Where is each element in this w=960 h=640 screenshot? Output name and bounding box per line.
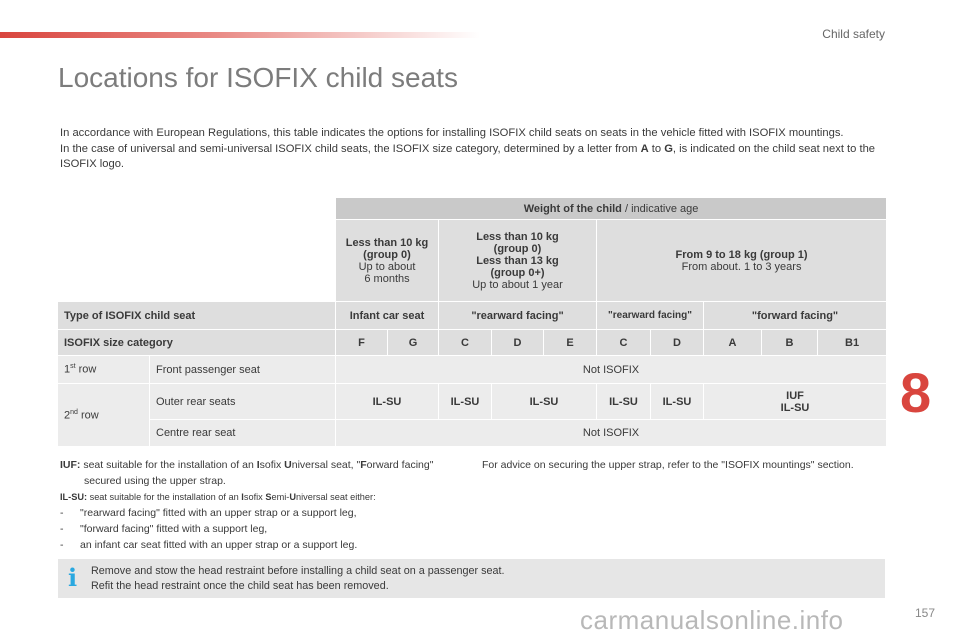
page-number: 157 bbox=[915, 606, 936, 620]
size-cell: G bbox=[388, 330, 439, 356]
type-cell: "rearward facing" bbox=[597, 302, 704, 330]
type-cell: "rearward facing" bbox=[439, 302, 597, 330]
watermark: carmanualsonline.info bbox=[580, 605, 844, 635]
weight-group-1: From 9 to 18 kg (group 1) From about. 1 to 3 years bbox=[597, 220, 887, 302]
type-cell: Infant car seat bbox=[336, 302, 439, 330]
intro-paragraph-1: In accordance with European Regulations, this table indicates the options for installing ISOFIX child seats on seats in the vehicle fitted with ISOFIX mountings. bbox=[60, 127, 844, 139]
weight-group-0: Less than 10 kg (group 0) Up to about 6 months bbox=[336, 220, 439, 302]
size-cell: C bbox=[439, 330, 492, 356]
section-title: Child safety bbox=[822, 27, 885, 41]
il-su-cell: IL-SU bbox=[336, 384, 439, 420]
row-1-label: 1st row bbox=[58, 356, 150, 384]
not-isofix-cell: Not ISOFIX bbox=[336, 356, 887, 384]
chapter-number: 8 bbox=[900, 361, 932, 424]
info-box bbox=[58, 559, 885, 598]
row-2-label: 2nd row bbox=[58, 384, 150, 447]
size-cell: C bbox=[597, 330, 651, 356]
not-isofix-cell: Not ISOFIX bbox=[336, 420, 887, 447]
type-label: Type of ISOFIX child seat bbox=[58, 302, 336, 330]
front-passenger-seat: Front passenger seat bbox=[150, 356, 336, 384]
advice-text: For advice on securing the upper strap, refer to the "ISOFIX mountings" section. bbox=[482, 459, 854, 471]
iuf-il-su-cell: IUF IL-SU bbox=[704, 384, 887, 420]
size-cell: B bbox=[762, 330, 818, 356]
isofix-table bbox=[57, 197, 887, 447]
intro-paragraph-2: In the case of universal and semi-universal ISOFIX child seats, the ISOFIX size category, determined by a letter from A to G, is indicated on the child seat next to the ISOFIX logo. bbox=[60, 142, 876, 170]
iuf-note: IUF: seat suitable for the installation of an Isofix Universal seat, "Forward facing" secured using the upper strap. bbox=[60, 459, 434, 487]
centre-rear-seat: Centre rear seat bbox=[150, 420, 336, 447]
size-cell: D bbox=[492, 330, 544, 356]
page-title: Locations for ISOFIX child seats bbox=[58, 62, 458, 93]
type-cell: "forward facing" bbox=[704, 302, 887, 330]
header-accent-bar bbox=[0, 32, 480, 38]
info-icon: i bbox=[68, 563, 78, 592]
intro-text bbox=[60, 126, 890, 173]
il-su-cell: IL-SU bbox=[439, 384, 492, 420]
list-item: - "forward facing" fitted with a support leg, bbox=[60, 523, 268, 535]
outer-rear-seats: Outer rear seats bbox=[150, 384, 336, 420]
il-su-cell: IL-SU bbox=[651, 384, 704, 420]
il-su-cell: IL-SU bbox=[597, 384, 651, 420]
size-cell: A bbox=[704, 330, 762, 356]
legend-notes bbox=[60, 457, 470, 553]
list-item: - an infant car seat fitted with an upper strap or a support leg. bbox=[60, 539, 358, 551]
list-item: - "rearward facing" fitted with an upper strap or a support leg, bbox=[60, 507, 357, 519]
size-cell: F bbox=[336, 330, 388, 356]
il-su-note: IL-SU: seat suitable for the installation of an Isofix Semi-Universal seat either: bbox=[60, 492, 376, 502]
size-category-label: ISOFIX size category bbox=[58, 330, 336, 356]
size-cell: D bbox=[651, 330, 704, 356]
il-su-cell: IL-SU bbox=[492, 384, 597, 420]
size-cell: B1 bbox=[818, 330, 887, 356]
info-text: Remove and stow the head restraint before installing a child seat on a passenger seat. Refit the head restraint once the child seat has been removed. bbox=[91, 565, 505, 592]
weight-group-0-plus: Less than 10 kg (group 0) Less than 13 kg (group 0+) Up to about 1 year bbox=[439, 220, 597, 302]
size-cell: E bbox=[544, 330, 597, 356]
weight-header: Weight of the child / indicative age bbox=[336, 198, 887, 220]
